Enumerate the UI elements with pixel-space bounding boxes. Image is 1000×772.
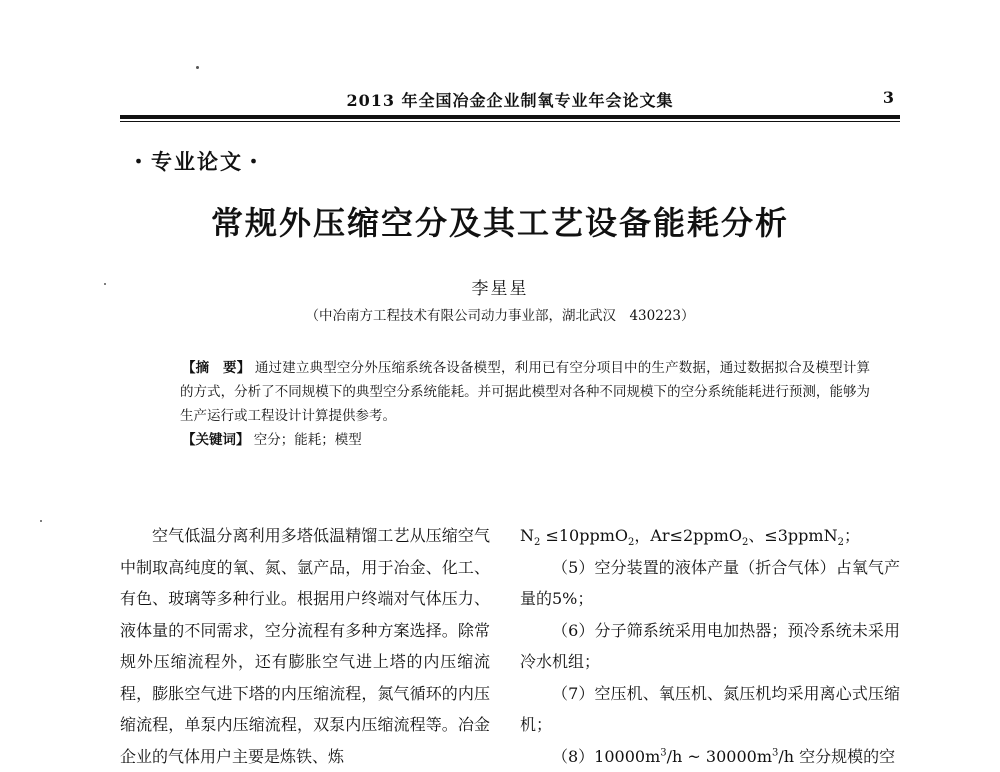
author-affiliation: （中冶南方工程技术有限公司动力事业部，湖北武汉 430223） xyxy=(0,304,1000,324)
body-right-column xyxy=(520,520,900,772)
author-name: 李星星 xyxy=(0,274,1000,299)
spec-n-symbol: N xyxy=(520,526,534,545)
list-item-7: （7）空压机、氧压机、氮压机均采用离心式压缩机； xyxy=(520,678,900,741)
item8-sup-1: 3 xyxy=(660,747,666,758)
list-item-6: （6）分子筛系统采用电加热器；预冷系统未采用冷水机组； xyxy=(520,615,900,678)
header-rule-thin xyxy=(120,121,900,122)
scan-speck xyxy=(196,66,199,69)
spec-n-subscript-2: 2 xyxy=(838,537,844,548)
abstract-label: 【摘 要】 xyxy=(182,360,250,376)
keywords-label: 【关键词】 xyxy=(182,432,250,448)
spec-ar-value: ，Ar≤2ppmO xyxy=(634,526,742,545)
item8-prefix: （8）10000m xyxy=(552,747,660,766)
list-item-5: （5）空分装置的液体产量（折合气体）占氧气产量的5%； xyxy=(520,552,900,615)
item8-suffix: /h 空分规模的空 xyxy=(778,747,895,766)
scan-speck xyxy=(40,520,42,522)
paper-title: 常规外压缩空分及其工艺设备能耗分析 xyxy=(0,198,1000,244)
running-header-title: 2013 年全国冶金企业制氧专业年会论文集 xyxy=(120,88,900,111)
abstract-block xyxy=(180,356,870,452)
spec-o-subscript: 2 xyxy=(628,537,634,548)
spec-o-subscript-2: 2 xyxy=(742,537,748,548)
spec-n-value-2: 、≤3ppmN xyxy=(748,526,837,545)
item8-mid: /h ~ 30000m xyxy=(667,747,772,766)
body-left-column xyxy=(120,520,490,772)
abstract-paragraph xyxy=(180,356,870,428)
keywords-text: 空分；能耗；模型 xyxy=(254,432,362,448)
section-label: ・专业论文・ xyxy=(128,146,266,176)
header-rule-thick xyxy=(120,115,900,119)
page-number: 3 xyxy=(883,88,894,107)
keywords-paragraph xyxy=(180,428,870,452)
spec-line-end: ； xyxy=(844,526,860,545)
spec-n-value: ≤10ppmO xyxy=(540,526,628,545)
abstract-text: 通过建立典型空分外压缩系统各设备模型，利用已有空分项目中的生产数据，通过数据拟合及模型计算的方式，分析了不同规模下的典型空分系统能耗。并可据此模型对各种不同规模下的空分系统能耗进行预测，能够为生产运行或工程设计计算提供参考。 xyxy=(180,360,870,424)
intro-paragraph: 空气低温分离利用多塔低温精馏工艺从压缩空气中制取高纯度的氧、氮、氩产品，用于冶金、化工、有色、玻璃等多种行业。根据用户终端对气体压力、液体量的不同需求，空分流程有多种方案选择。除常规外压缩流程外，还有膨胀空气进上塔的内压缩流程，膨胀空气进下塔的内压缩流程，氮气循环的内压缩流程，单泵内压缩流程，双泵内压缩流程等。冶金企业的气体用户主要是炼铁、炼 xyxy=(120,520,490,772)
list-item-8 xyxy=(520,741,900,772)
running-header xyxy=(120,88,900,112)
item8-sup-2: 3 xyxy=(772,747,778,758)
spec-n-subscript: 2 xyxy=(534,537,540,548)
purity-spec-line xyxy=(520,520,900,552)
